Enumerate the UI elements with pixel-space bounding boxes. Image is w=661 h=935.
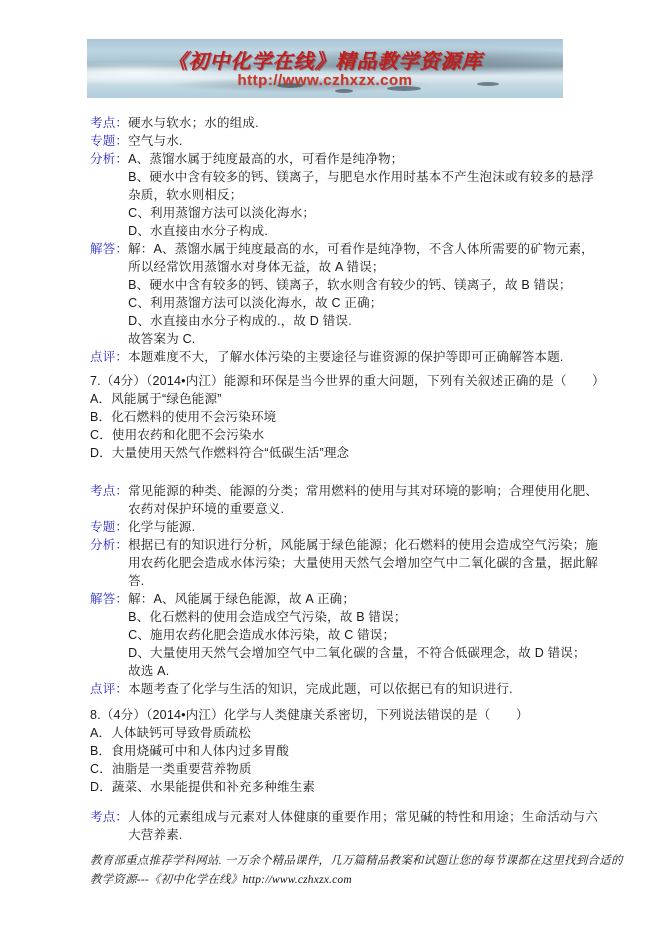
kaodian-row (90, 808, 599, 844)
jieda-label: 解答： (90, 242, 129, 256)
jieda-line: 解：A、蒸馏水属于纯度最高的水，可看作是纯净物，不含人体所需要的矿物元素， (128, 242, 594, 256)
jieda-row (90, 240, 594, 348)
zhuanti-row (90, 518, 571, 536)
kaodian-line: 人体的元素组成与元素对人体健康的重要作用；常见碱的特性和用途；生命活动与六 (128, 810, 599, 824)
kaodian-row (90, 114, 571, 132)
question-7-option-d: D．大量使用天然气作燃料符合“低碳生活”理念 (90, 446, 350, 460)
spacer (90, 462, 571, 482)
kaodian-text: 硬水与软水；水的组成. (128, 116, 259, 130)
question-8-option-b: B．食用烧碱可中和人体内过多胃酸 (90, 744, 290, 758)
kaodian-label: 考点： (90, 810, 129, 824)
jieda-line: 故选 A. (128, 664, 170, 678)
page-footer (90, 852, 623, 890)
kaodian-line: 常见能源的种类、能源的分类；常用燃料的使用与其对环境的影响；合理使用化肥、 (128, 484, 599, 498)
site-banner-image[interactable] (87, 39, 563, 98)
fenxi-row (90, 150, 594, 240)
spacer (90, 698, 571, 706)
zhuanti-row (90, 132, 571, 150)
fenxi-line: A、蒸馏水属于纯度最高的水，可看作是纯净物； (128, 152, 404, 166)
zhuanti-label: 专题： (90, 520, 129, 534)
jieda-line: C、施用农药化肥会造成水体污染，故 C 错误； (128, 628, 396, 642)
fenxi-line: 根据已有的知识进行分析，风能属于绿色能源；化石燃料的使用会造成空气污染；施 (128, 538, 599, 552)
document-body (90, 114, 623, 890)
dianping-label: 点评： (90, 350, 129, 364)
question-8-option-a: A．人体缺钙可导致骨质疏松 (90, 726, 251, 740)
jieda-line: B、化石燃料的使用会造成空气污染，故 B 错误； (128, 610, 407, 624)
fenxi-label: 分析： (90, 152, 129, 166)
kaodian-line: 大营养素. (128, 828, 183, 842)
fenxi-row (90, 536, 599, 590)
jieda-row (90, 590, 586, 680)
dianping-text: 本题难度不大，了解水体污染的主要途径与谁资源的保护等即可正确解答本题. (128, 350, 564, 364)
dianping-text: 本题考查了化学与生活的知识，完成此题，可以依据已有的知识进行. (128, 682, 513, 696)
zhuanti-text: 空气与水. (128, 134, 183, 148)
jieda-line: C、利用蒸馏方法可以淡化海水，故 C 正确； (128, 296, 383, 310)
jieda-line: 解：A、风能属于绿色能源，故 A 正确； (128, 592, 356, 606)
fenxi-label: 分析： (90, 538, 129, 552)
fenxi-line: D、水直接由水分子构成. (128, 224, 269, 238)
zhuanti-text: 化学与能源. (128, 520, 196, 534)
footer-line: 教学资源---《初中化学在线》http://www.czhxzx.com (90, 874, 352, 886)
question-7-option-c: C．使用农药和化肥不会污染水 (90, 428, 265, 442)
jieda-line: B、硬水中含有较多的钙、镁离子，软水则含有较少的钙、镁离子，故 B 错误； (128, 278, 572, 292)
jieda-line: D、大量使用天然气会增加空气中二氧化碳的含量，不符合低碳理念，故 D 错误； (128, 646, 586, 660)
kaodian-row (90, 482, 599, 518)
q6-explanation-block (90, 114, 594, 366)
kaodian-line: 农药对保护环境的重要意义. (128, 502, 285, 516)
footer-line: 教育部重点推荐学科网站. 一万余个精品课件，几万篇精品教案和试题让您的每节课都在这里找到合适的 (90, 855, 623, 867)
question-8-stem: 8.（4分）（2014•内江）化学与人类健康关系密切，下列说法错误的是（ ） (90, 708, 529, 722)
banner-boat-decoration (335, 89, 353, 93)
question-8-block (90, 706, 571, 796)
fenxi-line: C、利用蒸馏方法可以淡化海水； (128, 206, 316, 220)
fenxi-line: B、硬水中含有较多的钙、镁离子，与肥皂水作用时基本不产生泡沫或有较多的悬浮 (128, 170, 594, 184)
fenxi-line: 杂质，软水则相反； (128, 188, 243, 202)
fenxi-line: 答. (128, 574, 145, 588)
question-8-option-d: D．蔬菜、水果能提供和补充多种维生素 (90, 780, 316, 794)
question-7-option-b: B．化石燃料的使用不会污染环境 (90, 410, 277, 424)
dianping-row (90, 680, 571, 698)
fenxi-line: 用农药化肥会造成水体污染；大量使用天然气会增加空气中二氧化碳的含量，据此解 (128, 556, 599, 570)
kaodian-label: 考点： (90, 484, 129, 498)
spacer (90, 796, 571, 808)
question-7-option-a: A．风能属于“绿色能源” (90, 392, 222, 406)
dianping-label: 点评： (90, 682, 129, 696)
q8-explanation-block (90, 808, 599, 844)
spacer (90, 844, 571, 852)
zhuanti-label: 专题： (90, 134, 129, 148)
kaodian-label: 考点： (90, 116, 129, 130)
question-8-option-c: C．油脂是一类重要营养物质 (90, 762, 252, 776)
q7-explanation-block (90, 482, 599, 698)
jieda-line: D、水直接由水分子构成的.，故 D 错误. (128, 314, 352, 328)
question-7-block (90, 372, 605, 462)
banner-site-url[interactable]: http://www.czhxzx.com (237, 72, 413, 89)
dianping-row (90, 348, 571, 366)
banner-site-title: 《初中化学在线》精品教学资源库 (167, 49, 483, 73)
jieda-label: 解答： (90, 592, 129, 606)
jieda-line: 所以经常饮用蒸馏水对身体无益，故 A 错误； (128, 260, 385, 274)
jieda-line: 故答案为 C. (128, 332, 196, 346)
question-7-stem: 7.（4分）（2014•内江）能源和环保是当今世界的重大问题，下列有关叙述正确的是（ ） (90, 374, 605, 388)
